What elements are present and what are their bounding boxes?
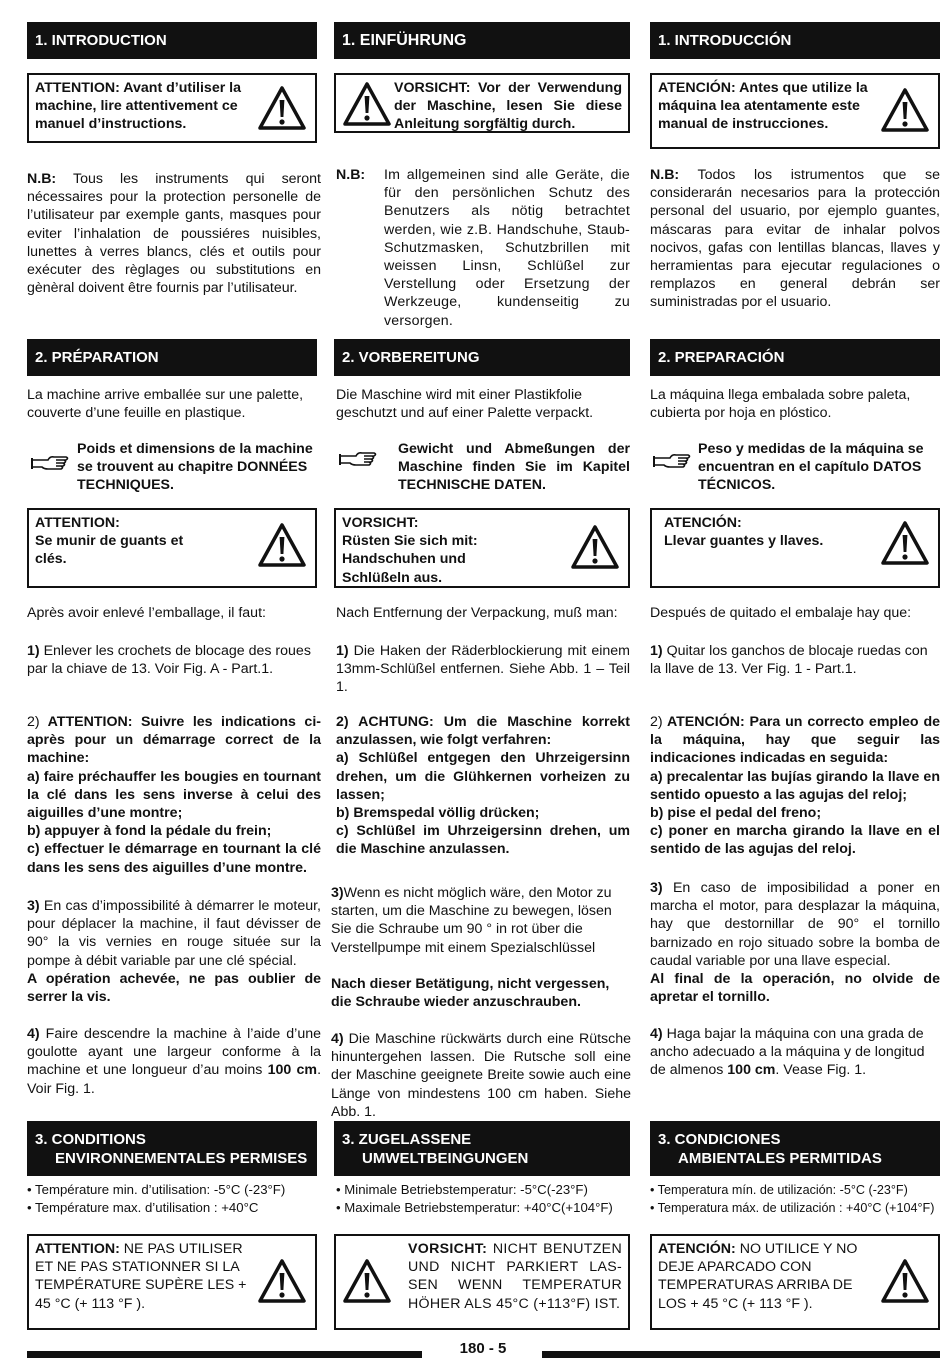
step-2-es: 2) ATENCIÓN: Para un correcto empleo de la máquina, hay que seguir las indicaciones indicadas en seguida: a) precalentar las bujías girando la llave en sentido opuesto a las agujas del reloj; b) pise el pedal del freno; c) poner en marcha girando la llave en el sentido de las agujas del reloj. <box>650 714 940 858</box>
warning-icon <box>880 1258 930 1304</box>
attention-label: VORSICHT: <box>342 515 419 531</box>
step-4-fr: 4) Faire descendre la machine à l’aide d’une goulotte ayant une largeur conforme à la machine et une longueur d’au moins 100 cm. Voir Fig. 1. <box>27 1026 322 1097</box>
warning-icon <box>342 81 392 127</box>
temperature-list-fr: • Température min. d’utilisation: -5°C (-23°F) • Température max. d’utilisation : +40°C <box>27 1182 286 1215</box>
temperature-list-de: • Minimale Betriebstemperatur: -5°C(-23°F) • Maximale Betriebstemperatur: +40°C(+104°F) <box>336 1182 613 1215</box>
step-1-fr: 1) Enlever les crochets de blocage des roues par la chiave de 13. Voir Fig. A - Part.1. <box>27 643 311 678</box>
section-header-preparation-fr: 2. PRÉPARATION <box>27 339 317 376</box>
attention-text: Se munir de guants et clés. <box>35 533 184 568</box>
section-header-preparation-es: 2. PREPARACIÓN <box>650 339 940 376</box>
pointing-hand-icon <box>652 450 692 472</box>
attention-box-fr <box>27 73 317 143</box>
warning-icon <box>257 522 307 568</box>
preparation-text-fr: La machine arrive emballée sur une palette, couverte d’une feuille en plastique. <box>27 387 304 422</box>
step-3-de: 3)Wenn es nicht möglich wäre, den Motor zu starten, um die Maschine zu bewegen, lösen Sie die Schraube um 90 ° in rot über die Verstellpumpe mit einem Spezialschlüssel <box>331 885 612 956</box>
attention-temperature-box-fr: ATTENTION: NE PAS UTILISER ET NE PAS STATIONNER SI LA TEMPÉRATURE SUPÈRE LES + 45 °C (+ 113 °F ). <box>27 1234 317 1330</box>
step-4-de: 4) Die Maschine rückwärts durch eine Rütsche hinuntergehen lassen. Die Rutsche soll eine der Maschine geeignete Breite sowie auch eine Länge von mindestens 100 cm haben. Siehe Abb. 1. <box>331 1031 631 1120</box>
section-header-conditions-es: 3. CONDICIONES AMBIENTALES PERMITIDAS <box>650 1121 940 1176</box>
attention-label: ATENCIÓN: <box>664 515 742 531</box>
nb-paragraph-de: N.B: Im allgemeinen sind alle Geräte, die für den persönlichen Schutz des Benutzers als nötig betrachtet werden, wie z.B. Handschuhe, Staub-Schutzmasken, Schutzbrillen mit weissen Linsn, Schlüßel zur Verstellung oder Ersetzung der Werkzeuge, kundenseitig zu versorgen. <box>336 167 630 329</box>
attention-gloves-box-es <box>650 508 940 588</box>
warning-icon <box>257 1258 307 1304</box>
step-2-de: 2) ACHTUNG: Um die Maschine korrekt anzulassen, wie folgt verfahren: a) Schlüßel entgegen den Uhrzeigersinn drehen, um die Glühkernen vorheizen zu lassen; b) Bremspedal völlig drücken; c) Schlüßel im Uhrzeigersinn drehen, um die Maschine anzulassen. <box>336 714 630 858</box>
warning-icon <box>880 87 930 133</box>
warning-icon <box>342 1258 392 1304</box>
pointing-hand-icon <box>30 452 70 474</box>
footer-rule-left <box>27 1351 422 1358</box>
nb-paragraph-fr: N.B: Tous les instruments qui seront nécessaires pour la protection personelle de l’utilisateur par exemple gants, masques pour eviter l’inhalation de poussiéres nuisibles, lunettes à verres blancs, clés et outils pour exécuter des règlages ou substitutions en gènèral doivent être fournis par l’utilisateur. <box>27 171 321 297</box>
step-3-note-de: Nach dieser Betätigung, nicht vergessen, die Schraube wieder anzuschrauben. <box>331 976 610 1011</box>
warning-icon <box>257 85 307 131</box>
section-header-introduction-de: 1. EINFÜHRUNG <box>334 22 630 59</box>
technical-data-note-fr: Poids et dimensions de la machine se trouvent au chapitre DONNÉES TECHNIQUES. <box>77 441 313 494</box>
step-4-es: 4) Haga bajar la máquina con una grada de ancho adecuado a la máquina y de longitud de almenos 100 cm. Vease Fig. 1. <box>650 1026 925 1079</box>
attention-text: Rüsten Sie sich mit: Handschuhen und Schlüßeln aus. <box>342 533 478 586</box>
step-1-es: 1) Quitar los ganchos de blocaje ruedas con la llave de 13. Ver Fig. 1 - Part.1. <box>650 643 928 678</box>
attention-temperature-box-es: ATENCIÓN: NO UTILICE Y NO DEJE APARCADO CON TEMPERATURAS ARRIBA DE LOS + 45 °C (+ 113 °F ). <box>650 1234 940 1330</box>
preparation-text-es: La máquina llega embalada sobre paleta, cubierta por hoja en plóstico. <box>650 387 911 422</box>
nb-paragraph-es: N.B: Todos los istrumentos que se considerarán necesarios para la protección personal del usuario, por ejemplo guantes, máscaras para evitar de inhalar polvos nocivos, gafas con lentillas blancas, llaves y herramientas para ejecutar regulaciones o remplazos en general debrán ser suministradas por el usuario. <box>650 167 940 311</box>
step-1-de: 1) Die Haken der Räderblockierung mit einem 13mm-Schlüßel entfernen. Siehe Abb. 1 – Teil 1. <box>336 643 630 696</box>
temperature-list-es: • Temperatura mín. de utilización: -5°C (-23°F) • Temperatura máx. de utilización : +40°C (+104°F) <box>650 1183 935 1215</box>
attention-text: Avant d’utiliser la machine, lire attentivement ce manuel d’instructions. <box>35 80 242 133</box>
page-number: 180 - 5 <box>459 1340 507 1357</box>
step-3-es: 3) En caso de imposibilidad a poner en marcha el motor, para desplazar la máquina, hay que destornillar de 90° el tornillo barnizado en rojo situado sobre la bomba de caudal variable por una llave especial. Al final de la operación, no olvide de apretar el tornillo. <box>650 880 940 1006</box>
attention-label: ATTENTION: <box>35 80 120 96</box>
section-header-conditions-de: 3. ZUGELASSENE UMWELTBEINGUNGEN <box>334 1121 630 1176</box>
technical-data-note-de: Gewicht und Abmeßungen der Maschine finden Sie im Kapitel TECHNISCHE DATEN. <box>398 441 630 494</box>
section-header-introduction-es: 1. INTRODUCCIÓN <box>650 22 940 59</box>
attention-box-es: ATENCIÓN: Antes que utilize la máquina lea atentamente este manual de instrucciones. <box>650 73 940 149</box>
warning-icon <box>880 520 930 566</box>
warning-icon <box>570 524 620 570</box>
step-3-fr: 3) En cas d’impossibilité à démarrer le moteur, pour déplacer la machine, il faut dévisser de 90° la vis vernies en rouge située sur la pompe à débit variable par une clé spécial. A opération achevée, ne pas oublier de serrer la vis. <box>27 898 321 1006</box>
after-unpacking-fr: Après avoir enlevé l’emballage, il faut: <box>27 605 266 621</box>
pointing-hand-icon <box>338 448 378 470</box>
after-unpacking-es: Después de quitado el embalaje hay que: <box>650 605 912 621</box>
section-header-preparation-de: 2. VORBEREITUNG <box>334 339 630 376</box>
section-header-introduction-fr: 1. INTRODUCTION <box>27 22 317 59</box>
attention-gloves-box-fr <box>27 508 317 588</box>
attention-label: ATTENTION: <box>35 515 120 531</box>
attention-box-de: VORSICHT: Vor der Verwendung der Maschine, lesen Sie diese Anleitung sorgfältig durch. <box>334 73 630 133</box>
after-unpacking-de: Nach Entfernung der Verpackung, muß man: <box>336 605 618 621</box>
attention-gloves-box-de <box>334 508 630 588</box>
preparation-text-de: Die Maschine wird mit einer Plastikfolie geschutzt und auf einer Palette verpackt. <box>336 387 594 422</box>
attention-temperature-box-de: VORSICHT: NICHT BENUTZEN UND NICHT PARKIERT LAS-SEN WENN TEMPERATUR HÖHER ALS 45°C (+113°F) IST. <box>334 1234 630 1330</box>
footer-rule-right <box>542 1351 940 1358</box>
technical-data-note-es: Peso y medidas de la máquina se encuentran en el capítulo DATOS TÉCNICOS. <box>698 441 924 494</box>
step-2-fr: 2) ATTENTION: Suivre les indications ci-après pour un démarrage correct de la machine: a) faire préchauffer les bougies en tournant la clé dans les sens inverse à celui des aiguilles d’une montre; b) appuyer à fond la pédale du frein; c) effectuer le démarrage en tournant la clé dans les sens des aiguilles d’une montre. <box>27 714 321 876</box>
section-header-conditions-fr: 3. CONDITIONS ENVIRONNEMENTALES PERMISES <box>27 1121 317 1176</box>
attention-text: Llevar guantes y llaves. <box>664 533 824 550</box>
